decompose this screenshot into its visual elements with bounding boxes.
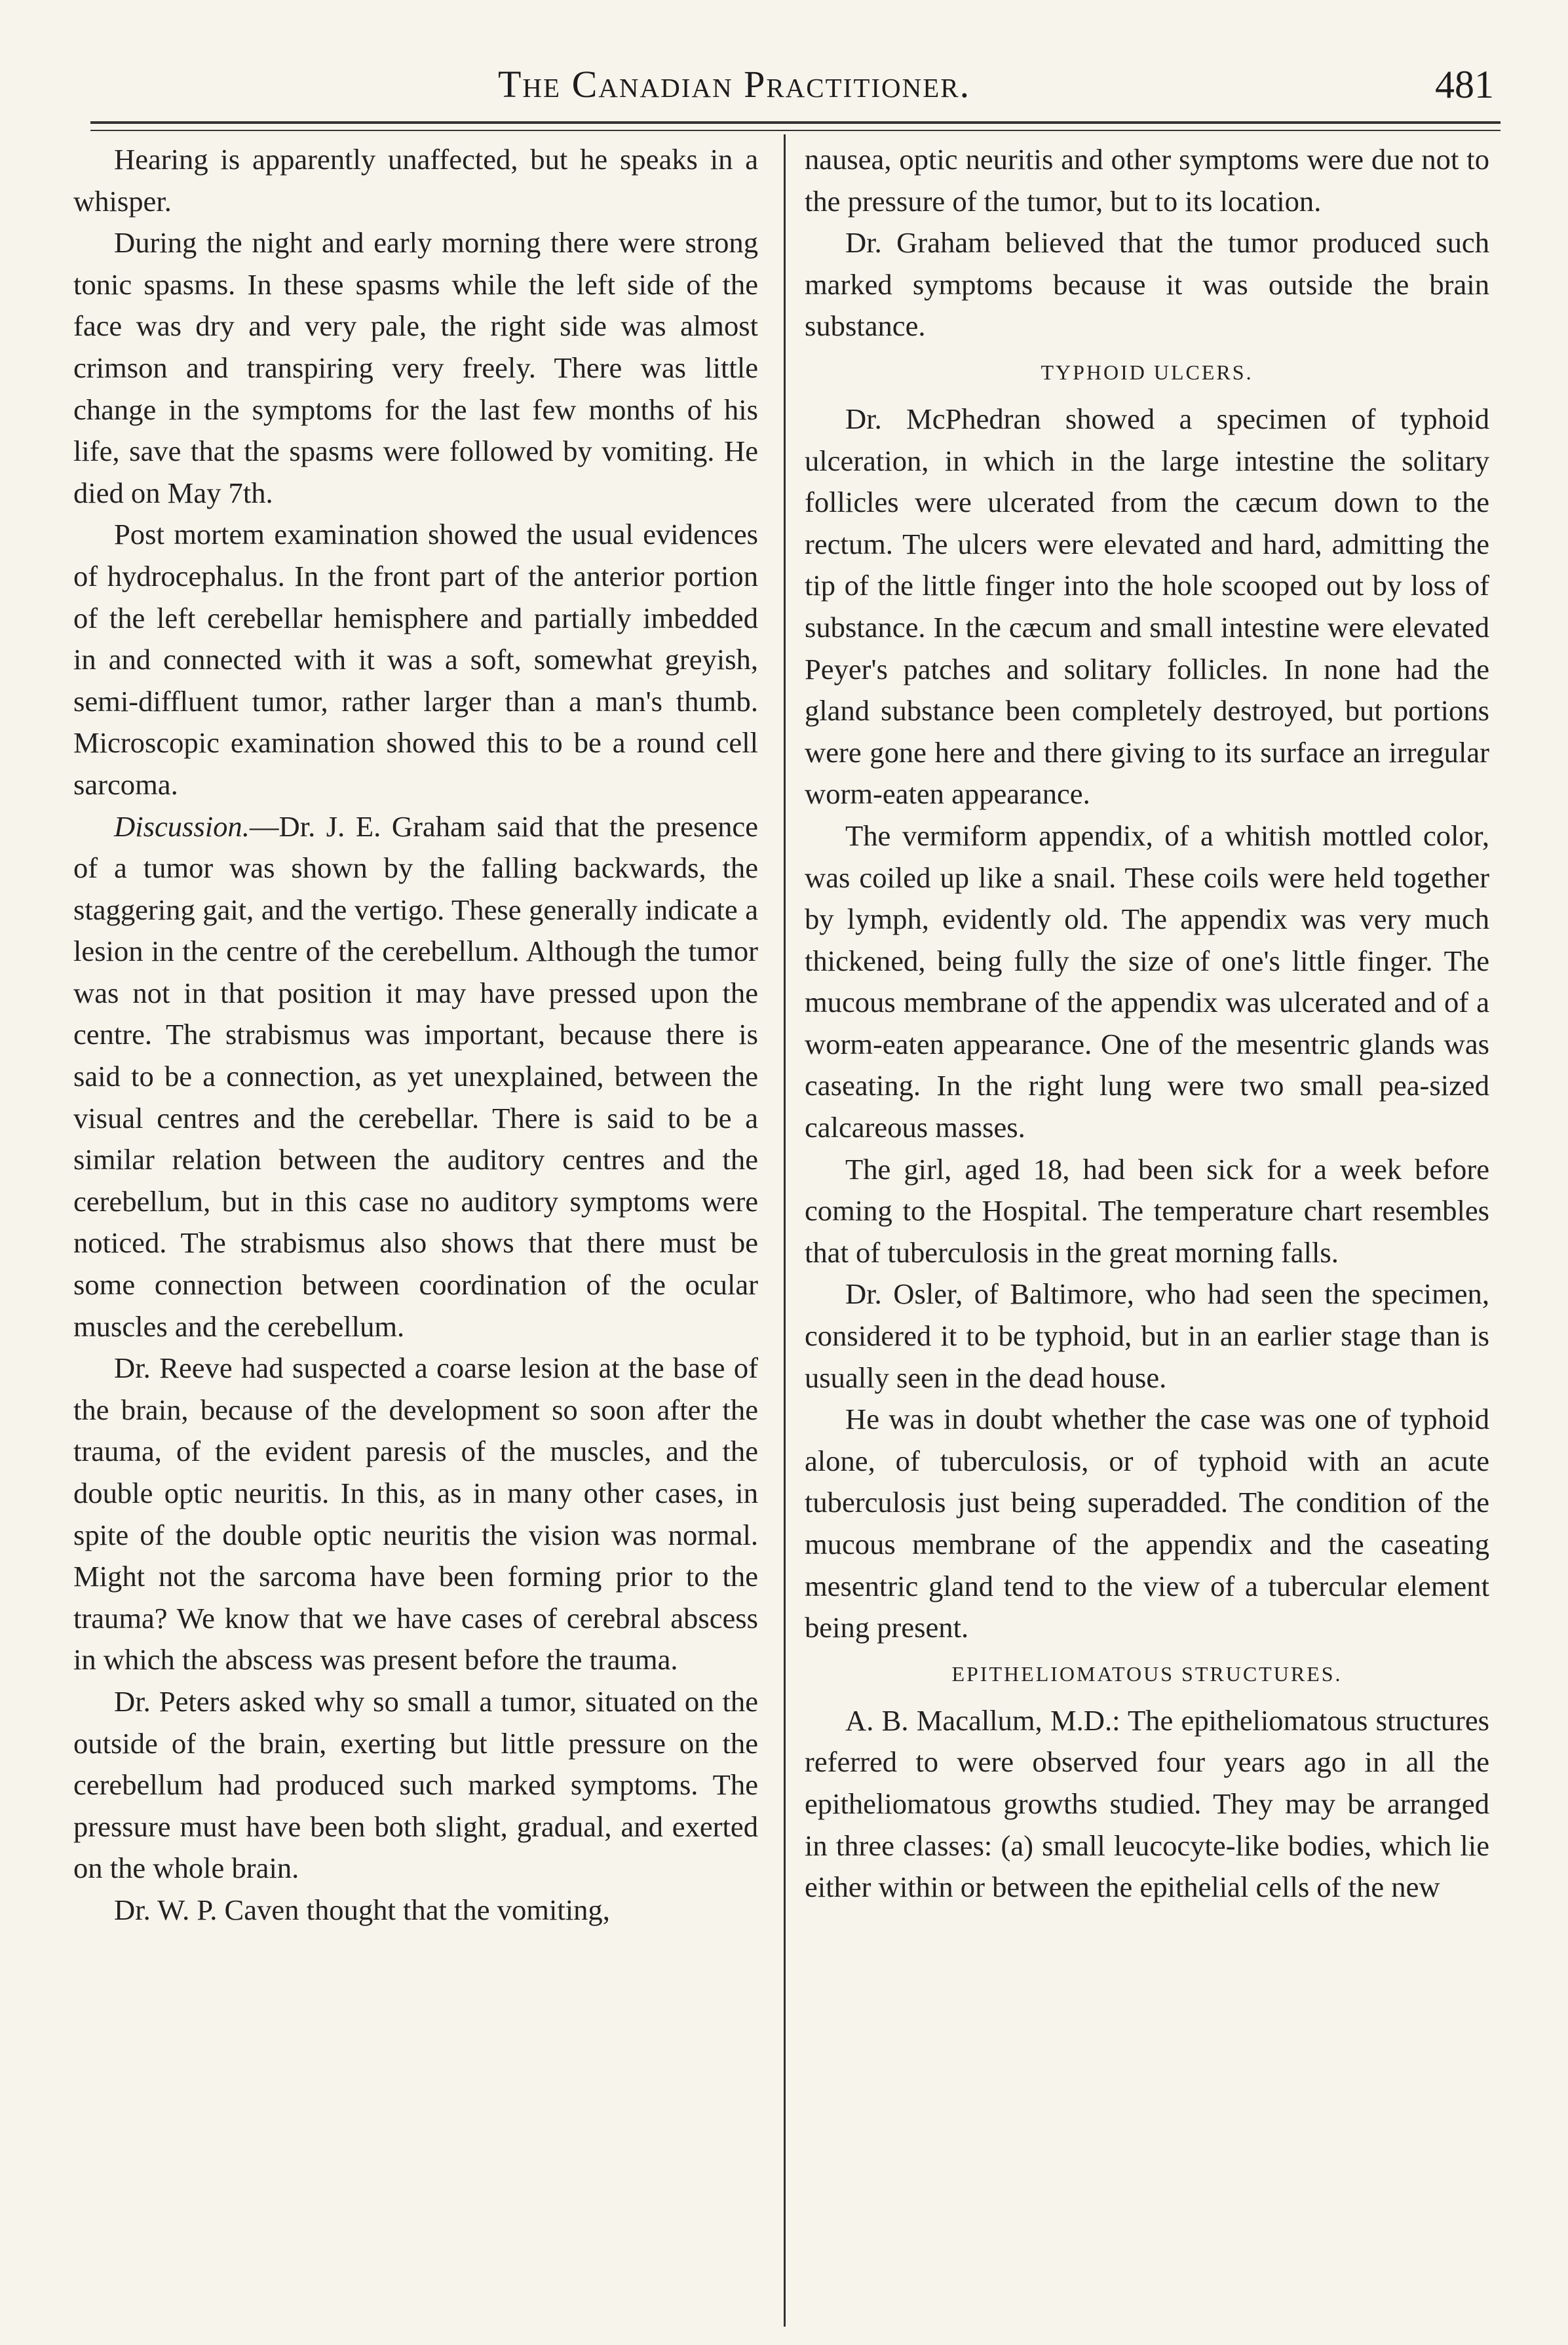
paragraph: The vermiform appendix, of a whitish mottled color, was coiled up like a snail. These coils were held together by lymph, evidently old. The appendix was very much thickened, being fully the size of one's little finger. The mucous membrane of the appendix was ulcerated and of a worm-eaten appearance. One of the mesentric glands was caseating. In the right lung were two small pea-sized calcareous masses.: [805, 819, 1489, 1144]
paragraph: Dr. Peters asked why so small a tumor, situated on the outside of the brain, exerting but little pressure on the cerebellum had produced such marked symptoms. The pressure must have been both slight, gradual, and exerted on the whole brain.: [73, 1684, 758, 1885]
discussion-text: —Dr. J. E. Graham said that the presence of a tumor was shown by the falling backwards, the staggering gait, and the vertigo. These generally indicate a lesion in the centre of the cerebellum. Although the tumor was not in that position it may have pressed upon the centre. The strabismus was important, because there is said to be a connection, as yet unexplained, between the visual centres and the cerebellar. There is said to be a similar relation between the auditory centres and the cerebellum, but in this case no auditory symptoms were noticed. The strabismus also shows that there must be some connection between coordination of the ocular muscles and the cerebellum.: [73, 809, 758, 1343]
page-number: 481: [1435, 63, 1494, 106]
paragraph: Hearing is apparently unaffected, but he speaks in a whisper.: [73, 143, 758, 218]
paragraph: Dr. Osler, of Baltimore, who had seen the specimen, considered it to be typhoid, but in an earlier stage than is usually seen in the dead house.: [805, 1277, 1489, 1394]
paragraph: nausea, optic neuritis and other symptoms were due not to the pressure of the tumor, but to its location.: [805, 143, 1489, 218]
left-column: [73, 139, 758, 1931]
paragraph: The girl, aged 18, had been sick for a week before coming to the Hospital. The temperature chart resembles that of tuberculosis in the great morning falls.: [805, 1152, 1489, 1269]
right-column: [805, 139, 1489, 1909]
section-heading-typhoid-ulcers: TYPHOID ULCERS.: [1041, 360, 1253, 384]
header-rule-thick: [90, 121, 1501, 124]
paragraph: He was in doubt whether the case was one of typhoid alone, of tuberculosis, or of typhoid with an acute tuberculosis just being superadded. The condition of the mucous membrane of the appendix and the caseating mesentric gland tend to the view of a tubercular element being present.: [805, 1403, 1489, 1644]
page-header: [0, 62, 1568, 108]
column-divider: [784, 134, 786, 2327]
header-rule-thin: [90, 130, 1501, 131]
paragraph: During the night and early morning there were strong tonic spasms. In these spasms while the left side of the face was dry and very pale, the right side was almost crimson and transpiring very freely. There was little change in the symptoms for the last few months of his life, save that the spasms were followed by vomiting. He died on May 7th.: [73, 226, 758, 509]
paragraph: Post mortem examination showed the usual evidences of hydrocephalus. In the front part of the anterior portion of the left cerebellar hemisphere and partially imbedded in and connected with it was a soft, somewhat greyish, semi-diffluent tumor, rather larger than a man's thumb. Microscopic examination showed this to be a round cell sarcoma.: [73, 518, 758, 801]
paragraph: Dr. McPhedran showed a specimen of typhoid ulceration, in which in the large intestine the solitary follicles were ulcerated from the cæcum down to the rectum. The ulcers were elevated and hard, admitting the tip of the little finger into the hole scooped out by loss of substance. In the cæcum and small intestine were elevated Peyer's patches and solitary follicles. In none had the gland substance been completely destroyed, but portions were gone here and there giving to its surface an irregular worm-eaten appearance.: [805, 402, 1489, 811]
paragraph: Dr. Graham believed that the tumor produced such marked symptoms because it was outside the brain substance.: [805, 226, 1489, 343]
paragraph: Dr. Reeve had suspected a coarse lesion at the base of the brain, because of the development so soon after the trauma, of the evident paresis of the muscles, and the double optic neuritis. In this, as in many other cases, in spite of the double optic neuritis the vision was normal. Might not the sarcoma have been forming prior to the trauma? We know that we have cases of cerebral abscess in which the abscess was present before the trauma.: [73, 1351, 758, 1676]
discussion-paragraph: [73, 806, 758, 1348]
discussion-label: Discussion.: [114, 809, 250, 843]
paragraph: A. B. Macallum, M.D.: The epitheliomatous structures referred to were observed four years ago in all the epitheliomatous growths studied. They may be arranged in three classes: (a) small leucocyte-like bodies, which lie either within or between the epithelial cells of the new: [805, 1703, 1489, 1904]
running-head: The Canadian Practitioner.: [498, 63, 971, 106]
paragraph: Dr. W. P. Caven thought that the vomiting,: [114, 1893, 610, 1926]
section-heading-epitheliomatous: EPITHELIOMATOUS STRUCTURES.: [951, 1661, 1343, 1686]
